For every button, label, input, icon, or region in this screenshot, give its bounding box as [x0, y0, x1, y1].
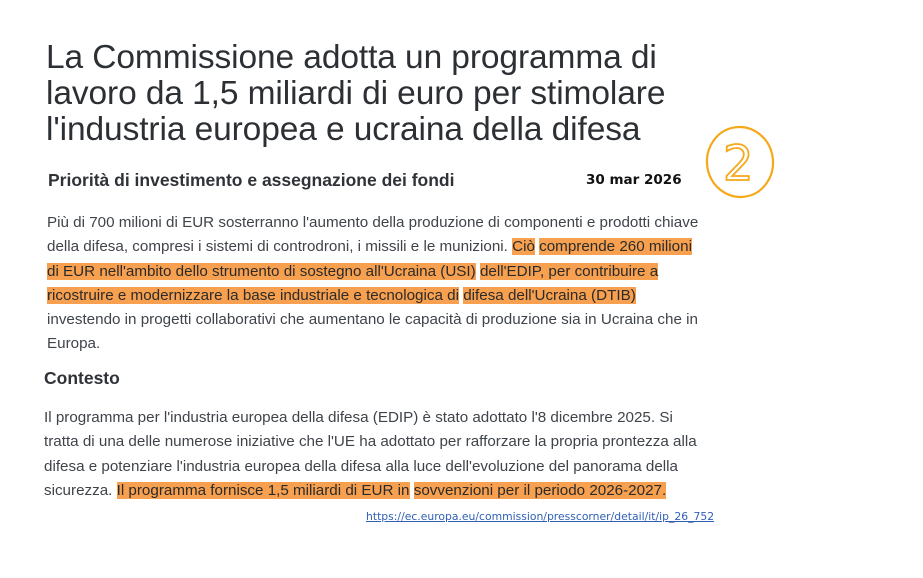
source-link[interactable]: https://ec.europa.eu/commission/presscorner/detail/it/ip_26_752 — [366, 510, 715, 523]
date-stamp: 30 mar 2026 — [586, 172, 682, 188]
paragraph-investment — [47, 211, 707, 357]
paragraph-text: Più di 700 milioni di EUR sosterranno l'aumento della produzione di componenti e prodotti chiave della difesa, compresi i sistemi di controdroni, i missili e le munizioni. — [47, 214, 699, 256]
highlighted-text: dell'EDIP, per contribuire a ricostruire e modernizzare la base industriale e tecnologica di — [47, 262, 659, 304]
paragraph-context — [44, 406, 704, 503]
annotation-digit: 2 — [723, 136, 754, 192]
handwritten-number-annotation — [700, 118, 790, 208]
paragraph-text: Il programma per l'industria europea della difesa (EDIP) è stato adottato l'8 dicembre 2025. Si tratta di una delle numerose iniziative che l'UE ha adottato per rafforzare la propria prontezza alla difesa e potenziare l'industria europea della difesa alla luce dell'evoluzione del panorama della sicurezza. — [44, 409, 697, 499]
paragraph-text: investendo in progetti collaborativi che aumentano le capacità di produzione sia in Ucraina che in Europa. — [47, 311, 698, 353]
highlighted-text: Ciò — [512, 238, 535, 256]
highlighted-text: comprende 260 milioni di EUR nell'ambito dello strumento di sostegno all'Ucraina (USI) — [47, 238, 692, 280]
section-subheading: Priorità di investimento e assegnazione dei fondi — [48, 170, 455, 190]
highlighted-text: Il programma fornisce 1,5 miliardi di EUR in — [116, 481, 410, 499]
article-title: La Commissione adotta un programma di lavoro da 1,5 miliardi di euro per stimolare l'industria europea e ucraina della difesa — [46, 39, 666, 148]
section-heading-context: Contesto — [44, 368, 120, 388]
highlighted-text: sovvenzioni per il periodo 2026-2027. — [413, 481, 667, 499]
highlighted-text: difesa dell'Ucraina (DTIB) — [463, 286, 636, 304]
